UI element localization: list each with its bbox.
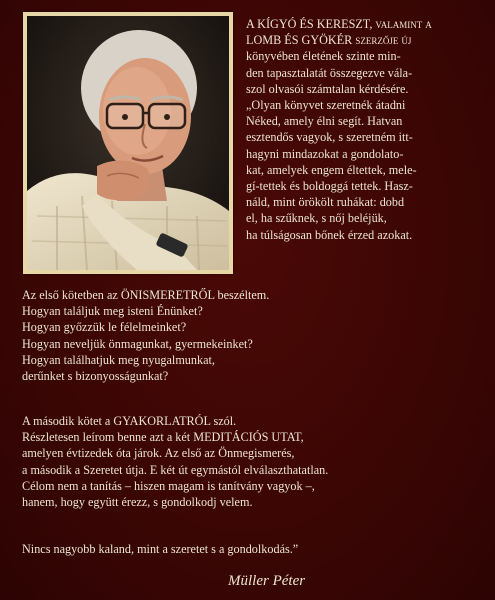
- intro-line: kat, amelyek engem éltettek, mele-: [246, 162, 417, 177]
- paragraph-line: a második a Szeretet útja. E két út egymástól elválaszthatatlan.: [22, 462, 329, 477]
- intro-line: A KÍGYÓ ÉS KERESZT, valamint a: [246, 17, 432, 31]
- author-signature: Müller Péter: [228, 573, 306, 589]
- intro-text: [246, 16, 484, 243]
- intro-line: esztendős vagyok, s szeretném itt-: [246, 130, 413, 145]
- author-photo: [27, 16, 229, 270]
- author-photo-frame: [23, 12, 233, 274]
- paragraph-line: Célom nem a tanítás – hiszen magam is tanítvány vagyok –,: [22, 478, 315, 493]
- paragraph-line: amelyen évtizedek óta járok. Az első az Önmegismerés,: [22, 446, 295, 461]
- paragraph-line: Hogyan találjuk meg isteni Énünket?: [22, 304, 203, 319]
- paragraph-line: Az első kötetben az ÖNISMERETRŐL beszéltem.: [22, 288, 270, 302]
- author-portrait-image: [27, 16, 229, 270]
- paragraph-line: Hogyan győzzük le félelmeinket?: [22, 320, 187, 335]
- intro-line: el, ha szűknek, s nőj beléjük,: [246, 211, 387, 226]
- intro-line: LOMB ÉS GYÖKÉR szerzője új: [246, 33, 412, 48]
- paragraph-line: Hogyan neveljük önmagunkat, gyermekeinket?: [22, 336, 253, 351]
- paragraph-closing-quote: [22, 541, 480, 557]
- intro-line: Néked, amely élni segít. Hatvan: [246, 114, 403, 129]
- intro-line: den tapasztalatát összegezve vála-: [246, 65, 413, 80]
- paragraph-line: Hogyan találhatjuk meg nyugalmunkat,: [22, 352, 215, 367]
- paragraph-line: A második kötet a GYAKORLATRÓL szól.: [22, 414, 237, 428]
- intro-line: „Olyan könyvet szeretnék átadni: [246, 98, 406, 113]
- intro-line: hagyni mindazokat a gondolato-: [246, 146, 404, 161]
- intro-line: ha túlságosan bőnek érzed azokat.: [246, 227, 413, 242]
- intro-line: könyvében életének szinte min-: [246, 49, 401, 64]
- intro-line: gí-tettek és boldoggá tettek. Hasz-: [246, 179, 413, 194]
- intro-line: szol olvasói számtalan kérdésére.: [246, 81, 409, 96]
- intro-line: náld, mint örökölt ruhákat: dobd: [246, 195, 405, 210]
- paragraph-line: derűnket s bizonyosságunkat?: [22, 369, 169, 384]
- paragraph-line: hanem, hogy együtt érezz, s gondolkodj velem.: [22, 495, 253, 510]
- paragraph-second-volume: [22, 413, 480, 510]
- paragraph-first-volume: [22, 287, 480, 384]
- paragraph-line: Részletesen leírom benne azt a két MEDITÁCIÓS UTAT,: [22, 430, 304, 445]
- paragraph-line: Nincs nagyobb kaland, mint a szeretet s a gondolkodás.”: [22, 542, 299, 556]
